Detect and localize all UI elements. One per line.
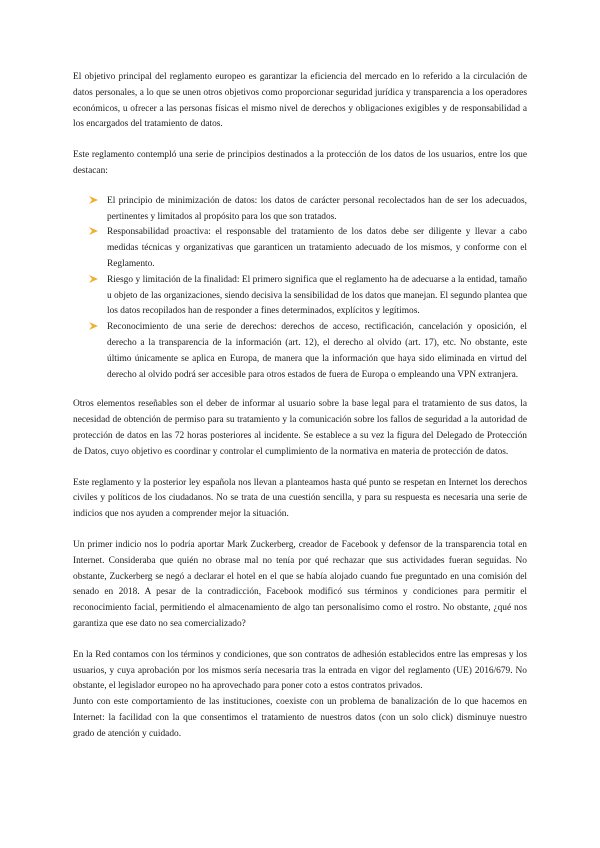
list-item-text: Riesgo y limitación de la finalidad: El primero significa que el reglamento ha de adecuarse a la entidad, tamaño u objeto de las organizaciones, siendo decisiva la sensibilidad de los datos que manejan. El segundo plantea que los datos recopilados han de responder a fines determinados, explícitos y legítimos. [107, 274, 527, 317]
list-item [107, 194, 527, 226]
list-item-text: Responsabilidad proactiva: el responsable del tratamiento de los datos debe ser diligente y llevar a cabo medidas técnicas y organizativas que garanticen un tratamiento adecuado de los mismos, y conforme con el Reglamento. [107, 227, 527, 269]
arrow-bullet-icon [88, 194, 100, 206]
paragraph-objetivo: El objetivo principal del reglamento europeo es garantizar la eficiencia del mercado en lo referido a la circulación de datos personales, a lo que se unen otros objetivos como proporcionar seguridad jurídica y transparencia a los operadores económicos, u ofrecer a las personas físicas el mismo nivel de derechos y obligaciones exigibles y de responsabilidad a los encargados del tratamiento de datos. [73, 72, 527, 130]
arrow-bullet-icon [88, 320, 100, 332]
arrow-bullet-icon [88, 225, 100, 237]
list-item-text: Reconocimiento de una serie de derechos: derechos de acceso, rectificación, cancelación y oposición, el derecho a la transparencia de la información (art. 12), el derecho al olvido (art. 17), etc. No obstante, este último únicamente se aplica en Europa, de manera que la información que haya sido eliminada en virtud del derecho al olvido podrá ser accesible para otros estados de fuera de Europa o empleando una VPN extranjera. [107, 322, 527, 380]
principles-list [73, 194, 527, 384]
list-item [107, 225, 527, 272]
paragraph-banalizacion: Junto con este comportamiento de las instituciones, coexiste con un problema de banalización de lo que hacemos en Internet: la facilidad con la que consentimos el tratamiento de nuestros datos (con un solo click) disminuye nuestro grado de atención y cuidado. [73, 697, 527, 739]
document-body [73, 70, 527, 742]
list-item [107, 320, 527, 383]
list-item [107, 273, 527, 320]
list-item-text: El principio de minimización de datos: los datos de carácter personal recolectados han de ser los adecuados, pertinentes y limitados al propósito para los que son tratados. [107, 195, 527, 222]
arrow-bullet-icon [88, 273, 100, 285]
paragraph-principios-intro: Este reglamento contempló una serie de principios destinados a la protección de los datos de los usuarios, entre los que destacan: [73, 150, 527, 176]
paragraph-ley-espanola: Este reglamento y la posterior ley española nos llevan a planteamos hasta qué punto se respetan en Internet los derechos civiles y políticos de los ciudadanos. No se trata de una cuestión sencilla, y para su respuesta es necesaria una serie de indicios que nos ayuden a comprender mejor la situación. [73, 477, 527, 520]
paragraph-terminos-condiciones: En la Red contamos con los términos y condiciones, que son contratos de adhesión establecidos entre las empresas y los usuarios, y cuya aprobación por los mismos sería necesaria tras la entrada en vigor del reglamento (UE) 2016/679. No obstante, el legislador europeo no ha aprovechado para poner coto a estos contratos privados. [73, 649, 527, 692]
paragraph-zuckerberg: Un primer indicio nos lo podría aportar Mark Zuckerberg, creador de Facebook y defensor de la transparencia total en Internet. Consideraba que quién no obrase mal no tenía por qué rechazar que sus actividades fueran seguidas. No obstante, Zuckerberg se negó a declarar el hotel en el que se había alojado cuando fue preguntado en una comisión del senado en 2018. A pesar de la contradicción, Facebook modificó sus términos y condiciones para permitir el reconocimiento facial, permitiendo el almacenamiento de algo tan personalísimo como el rostro. No obstante, ¿qué nos garantiza que ese dato no sea comercializado? [73, 539, 527, 629]
paragraph-otros-elementos: Otros elementos reseñables son el deber de informar al usuario sobre la base legal para el tratamiento de sus datos, la necesidad de obtención de permiso para su tratamiento y la comunicación sobre los fallos de seguridad a la autoridad de protección de datos en las 72 horas posteriores al incidente. Se establece a su vez la figura del Delegado de Protección de Datos, cuyo objetivo es coordinar y controlar el cumplimiento de la normativa en materia de protección de datos. [73, 399, 527, 457]
